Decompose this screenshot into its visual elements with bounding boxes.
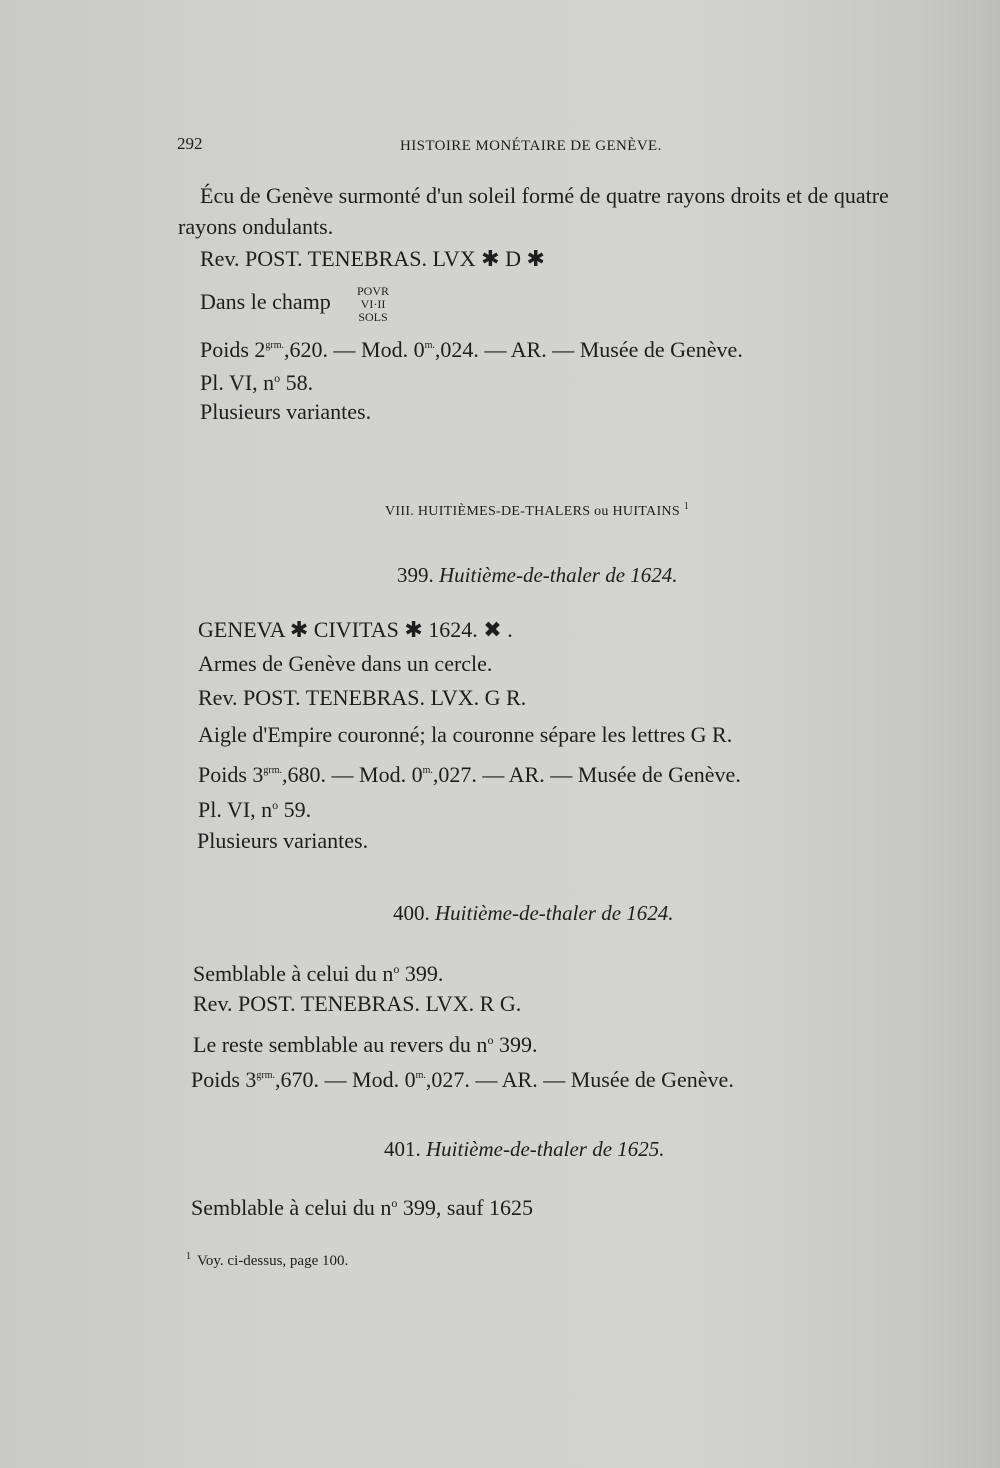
- weight-rest: ,027. — AR. — Musée de Genève.: [432, 762, 741, 787]
- similar-sup: o: [391, 1196, 398, 1210]
- weight-prefix: Poids 3: [198, 762, 264, 787]
- weight-value: ,670. — Mod. 0: [275, 1067, 416, 1092]
- arms-description: Armes de Genève dans un cercle.: [198, 651, 493, 676]
- variants-note: Plusieurs variantes.: [200, 399, 372, 424]
- plate-number: 59.: [278, 797, 312, 822]
- similar-note: [191, 1190, 533, 1221]
- reverse-legend: Rev. POST. TENEBRAS. LVX. R G.: [193, 991, 522, 1016]
- similar-text: Semblable à celui du n: [191, 1195, 392, 1220]
- weight-line: [200, 333, 743, 363]
- module-unit: m.: [422, 765, 433, 776]
- reverse-legend: Rev. POST. TENEBRAS. LVX. G R.: [198, 685, 527, 710]
- weight-line: [198, 758, 741, 788]
- plate-text: Pl. VI, n: [200, 370, 275, 395]
- field-label: Dans le champ: [200, 289, 331, 314]
- plate-sup: o: [274, 371, 281, 385]
- similar-note: [193, 956, 443, 987]
- entry-title: Huitième-de-thaler de 1624.: [435, 901, 674, 925]
- similar-number: 399, sauf 1625: [397, 1195, 534, 1220]
- entry-number: 401.: [384, 1137, 421, 1161]
- entry-title-401: [384, 1136, 665, 1162]
- running-title: HISTOIRE MONÉTAIRE DE GENÈVE.: [400, 138, 662, 154]
- reverse-legend: Rev. POST. TENEBRAS. LVX ✱ D ✱: [200, 246, 545, 271]
- eagle-description: Aigle d'Empire couronné; la couronne sépare les lettres G R.: [198, 722, 733, 747]
- entry-title: Huitième-de-thaler de 1624.: [439, 563, 678, 587]
- footnote-mark: 1: [186, 1251, 191, 1262]
- field-line: POVR: [356, 284, 389, 298]
- description-line-2: rayons ondulants.: [178, 214, 334, 239]
- page-number: 292: [177, 134, 203, 153]
- weight-rest: ,027. — AR. — Musée de Genève.: [425, 1067, 734, 1092]
- entry-number: 399.: [397, 563, 434, 587]
- plate-reference: [198, 792, 311, 823]
- field-inscription: [343, 285, 403, 324]
- plate-number: 58.: [280, 370, 314, 395]
- field-line: SOLS: [358, 310, 388, 324]
- similar-sup: o: [393, 962, 400, 976]
- entry-title-399: [397, 562, 678, 588]
- entry-title: Huitième-de-thaler de 1625.: [426, 1137, 665, 1161]
- rest-text: Le reste semblable au revers du n: [193, 1032, 488, 1057]
- plate-reference: [200, 365, 313, 396]
- weight-unit: grm.: [256, 1070, 276, 1081]
- weight-rest: ,024. — AR. — Musée de Genève.: [434, 337, 743, 362]
- entry-number: 400.: [393, 901, 430, 925]
- weight-line: [191, 1063, 734, 1093]
- entry-title-400: [393, 900, 674, 926]
- weight-value: ,620. — Mod. 0: [284, 337, 425, 362]
- section-heading: [385, 494, 695, 525]
- weight-value: ,680. — Mod. 0: [282, 762, 423, 787]
- plate-text: Pl. VI, n: [198, 797, 273, 822]
- similar-text: Semblable à celui du n: [193, 961, 394, 986]
- weight-unit: grm.: [263, 765, 283, 776]
- rest-sup: o: [487, 1033, 494, 1047]
- field-line: VI·II: [360, 297, 386, 311]
- section-heading-text: VIII. HUITIÈMES-DE-THALERS ou HUITAINS: [385, 504, 680, 519]
- weight-prefix: Poids 2: [200, 337, 266, 362]
- module-unit: m.: [424, 340, 435, 351]
- weight-unit: grm.: [265, 340, 285, 351]
- rest-note: [193, 1027, 537, 1058]
- weight-prefix: Poids 3: [191, 1067, 257, 1092]
- plate-sup: o: [272, 798, 279, 812]
- similar-number: 399.: [399, 961, 444, 986]
- variants-note: Plusieurs variantes.: [197, 828, 369, 853]
- footnote: [186, 1244, 348, 1274]
- footnote-reference: 1: [683, 501, 690, 512]
- module-unit: m.: [415, 1070, 426, 1081]
- description-line-1: Écu de Genève surmonté d'un soleil formé de quatre rayons droits et de quatre: [200, 183, 889, 208]
- footnote-text: Voy. ci-dessus, page 100.: [197, 1253, 349, 1269]
- rest-number: 399.: [493, 1032, 538, 1057]
- obverse-legend: GENEVA ✱ CIVITAS ✱ 1624. ✖ .: [198, 617, 513, 642]
